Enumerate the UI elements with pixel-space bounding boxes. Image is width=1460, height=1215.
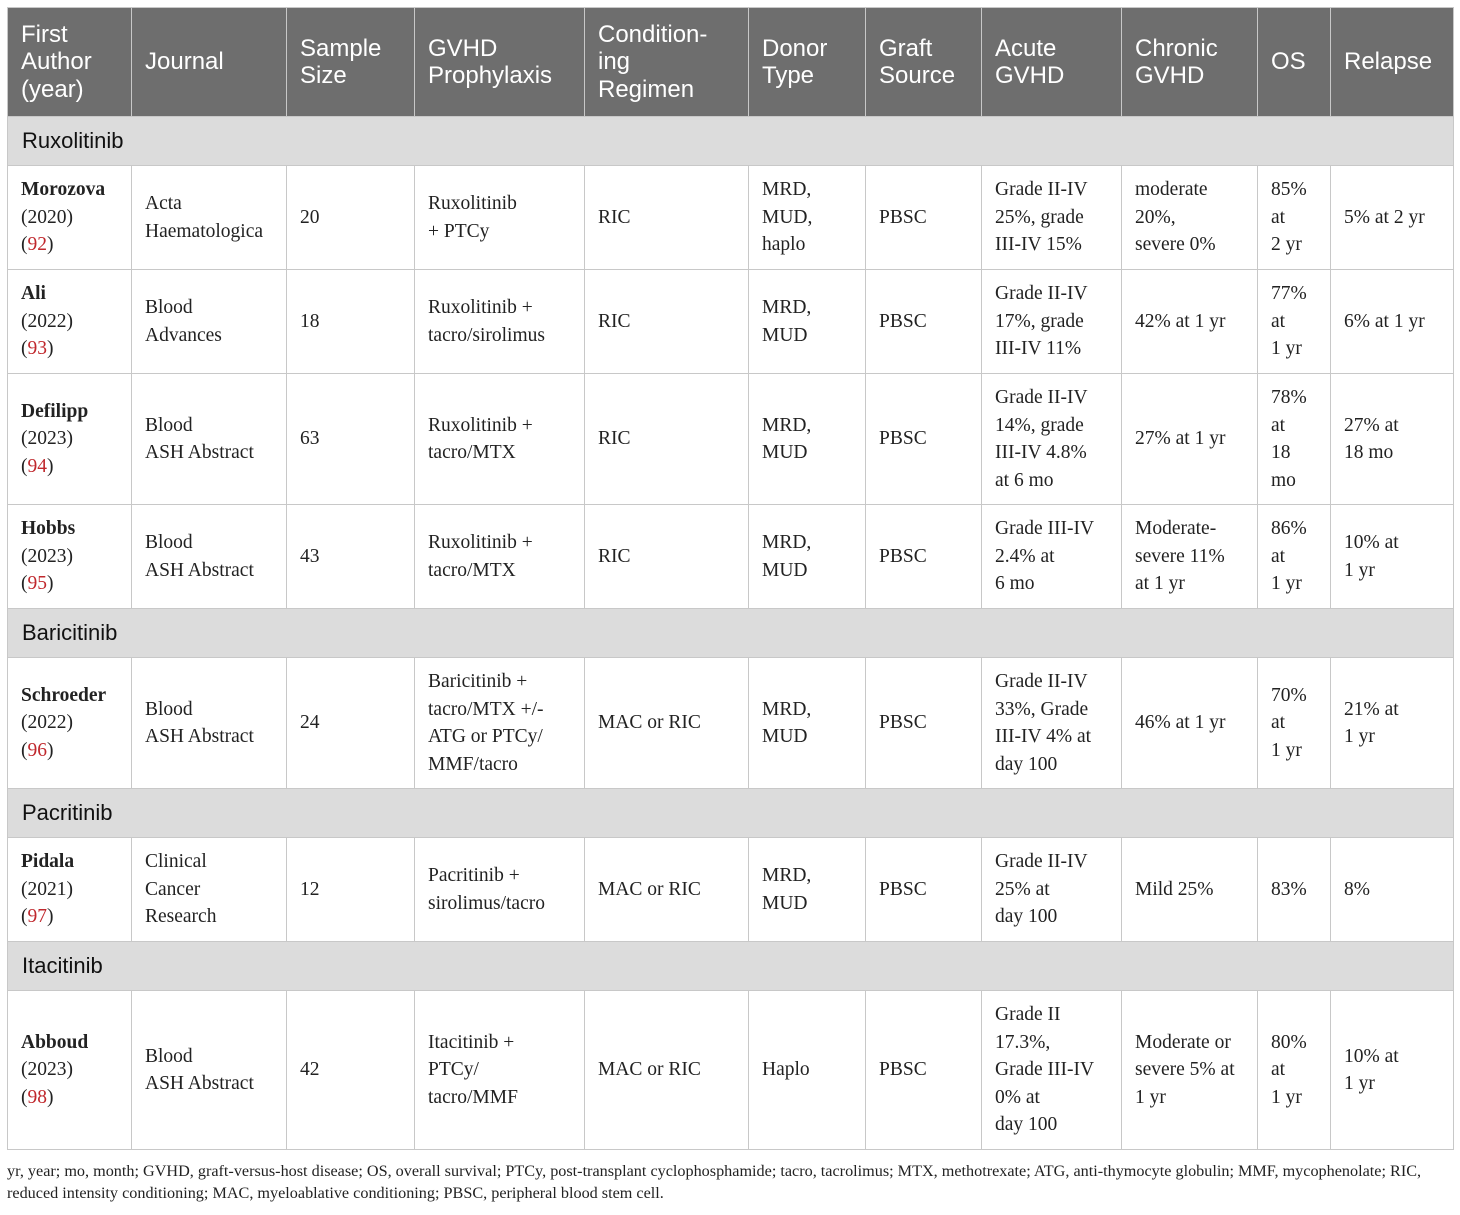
os-cell: 70% at 1 yr	[1258, 658, 1331, 789]
donor-type-cell: MRD, MUD	[749, 838, 866, 942]
relapse-cell: 10% at 1 yr	[1331, 991, 1454, 1150]
author-year: (2022)	[21, 712, 73, 734]
section-row-pacritinib	[8, 789, 1454, 838]
header-donor-type: Donor Type	[749, 8, 866, 117]
chronic-gvhd-cell: 42% at 1 yr	[1122, 270, 1258, 374]
conditioning-cell: RIC	[585, 374, 749, 505]
reference-link[interactable]: 97	[27, 906, 47, 928]
table-row	[8, 166, 1454, 270]
author-name: Hobbs	[21, 518, 76, 540]
chronic-gvhd-cell: Moderate or severe 5% at 1 yr	[1122, 991, 1258, 1150]
author-name: Defilipp	[21, 400, 89, 422]
relapse-cell: 27% at 18 mo	[1331, 374, 1454, 505]
jak-inhibitor-table	[7, 7, 1454, 1150]
journal-cell: Blood ASH Abstract	[132, 658, 287, 789]
table-row	[8, 270, 1454, 374]
relapse-cell: 5% at 2 yr	[1331, 166, 1454, 270]
chronic-gvhd-cell: 27% at 1 yr	[1122, 374, 1258, 505]
header-journal: Journal	[132, 8, 287, 117]
section-title: Itacitinib	[8, 942, 1454, 991]
conditioning-cell: MAC or RIC	[585, 991, 749, 1150]
author-cell: Morozova (2020) (92)	[8, 166, 132, 270]
acute-gvhd-cell: Grade II-IV 14%, grade III-IV 4.8% at 6 mo	[982, 374, 1122, 505]
journal-cell: Blood Advances	[132, 270, 287, 374]
header-conditioning-regimen: Condition- ing Regimen	[585, 8, 749, 117]
header-os: OS	[1258, 8, 1331, 117]
sample-size-cell: 24	[287, 658, 415, 789]
chronic-gvhd-cell: Moderate- severe 11% at 1 yr	[1122, 505, 1258, 609]
conditioning-cell: MAC or RIC	[585, 658, 749, 789]
os-cell: 77% at 1 yr	[1258, 270, 1331, 374]
donor-type-cell: MRD, MUD	[749, 658, 866, 789]
graft-source-cell: PBSC	[866, 505, 982, 609]
prophylaxis-cell: Itacitinib + PTCy/ tacro/MMF	[415, 991, 585, 1150]
author-year: (2023)	[21, 545, 73, 567]
prophylaxis-cell: Ruxolitinib + PTCy	[415, 166, 585, 270]
donor-type-cell: MRD, MUD, haplo	[749, 166, 866, 270]
sample-size-cell: 20	[287, 166, 415, 270]
sample-size-cell: 12	[287, 838, 415, 942]
header-gvhd-prophylaxis: GVHD Prophylaxis	[415, 8, 585, 117]
conditioning-cell: RIC	[585, 166, 749, 270]
reference-link[interactable]: 96	[27, 739, 47, 761]
table-row	[8, 374, 1454, 505]
conditioning-cell: MAC or RIC	[585, 838, 749, 942]
acute-gvhd-cell: Grade III-IV 2.4% at 6 mo	[982, 505, 1122, 609]
author-name: Pidala	[21, 851, 75, 873]
graft-source-cell: PBSC	[866, 658, 982, 789]
os-cell: 85% at 2 yr	[1258, 166, 1331, 270]
header-relapse: Relapse	[1331, 8, 1454, 117]
author-year: (2023)	[21, 1059, 73, 1081]
relapse-cell: 6% at 1 yr	[1331, 270, 1454, 374]
donor-type-cell: MRD, MUD	[749, 374, 866, 505]
author-year: (2021)	[21, 878, 73, 900]
author-year: (2022)	[21, 310, 73, 332]
header-graft-source: Graft Source	[866, 8, 982, 117]
reference-link[interactable]: 92	[27, 234, 47, 256]
table-row	[8, 658, 1454, 789]
prophylaxis-cell: Pacritinib + sirolimus/tacro	[415, 838, 585, 942]
prophylaxis-cell: Ruxolitinib + tacro/MTX	[415, 505, 585, 609]
table-row	[8, 838, 1454, 942]
journal-cell: Clinical Cancer Research	[132, 838, 287, 942]
journal-cell: Blood ASH Abstract	[132, 505, 287, 609]
table-row	[8, 505, 1454, 609]
relapse-cell: 10% at 1 yr	[1331, 505, 1454, 609]
donor-type-cell: Haplo	[749, 991, 866, 1150]
journal-cell: Blood ASH Abstract	[132, 374, 287, 505]
chronic-gvhd-cell: Mild 25%	[1122, 838, 1258, 942]
author-cell: Schroeder (2022) (96)	[8, 658, 132, 789]
header-sample-size: Sample Size	[287, 8, 415, 117]
conditioning-cell: RIC	[585, 270, 749, 374]
graft-source-cell: PBSC	[866, 166, 982, 270]
author-cell: Ali (2022) (93)	[8, 270, 132, 374]
os-cell: 83%	[1258, 838, 1331, 942]
acute-gvhd-cell: Grade II-IV 33%, Grade III-IV 4% at day 100	[982, 658, 1122, 789]
chronic-gvhd-cell: 46% at 1 yr	[1122, 658, 1258, 789]
graft-source-cell: PBSC	[866, 374, 982, 505]
author-cell: Abboud (2023) (98)	[8, 991, 132, 1150]
header-chronic-gvhd: Chronic GVHD	[1122, 8, 1258, 117]
acute-gvhd-cell: Grade II-IV 25%, grade III-IV 15%	[982, 166, 1122, 270]
header-first-author: First Author (year)	[8, 8, 132, 117]
journal-cell: Blood ASH Abstract	[132, 991, 287, 1150]
relapse-cell: 8%	[1331, 838, 1454, 942]
section-row-ruxolitinib	[8, 117, 1454, 166]
section-row-baricitinib	[8, 609, 1454, 658]
table-footnote: yr, year; mo, month; GVHD, graft-versus-host disease; OS, overall survival; PTCy, post-transplant cyclophosphamide; tacro, tacrolimus; MTX, methotrexate; ATG, anti-thymocyte globulin; MMF, mycophenolate; RIC, reduced intensity conditioning; MAC, myeloablative conditioning; PBSC, peripheral blood stem cell.	[7, 1162, 1422, 1202]
author-cell: Defilipp (2023) (94)	[8, 374, 132, 505]
prophylaxis-cell: Ruxolitinib + tacro/MTX	[415, 374, 585, 505]
sample-size-cell: 18	[287, 270, 415, 374]
graft-source-cell: PBSC	[866, 270, 982, 374]
prophylaxis-cell: Ruxolitinib + tacro/sirolimus	[415, 270, 585, 374]
author-name: Schroeder	[21, 684, 107, 706]
header-row	[8, 8, 1454, 117]
os-cell: 86% at 1 yr	[1258, 505, 1331, 609]
chronic-gvhd-cell: moderate 20%, severe 0%	[1122, 166, 1258, 270]
reference-link[interactable]: 98	[27, 1086, 47, 1108]
graft-source-cell: PBSC	[866, 838, 982, 942]
os-cell: 80% at 1 yr	[1258, 991, 1331, 1150]
conditioning-cell: RIC	[585, 505, 749, 609]
graft-source-cell: PBSC	[866, 991, 982, 1150]
reference-link[interactable]: 93	[27, 338, 47, 360]
author-name: Abboud	[21, 1031, 89, 1053]
acute-gvhd-cell: Grade II 17.3%, Grade III-IV 0% at day 100	[982, 991, 1122, 1150]
donor-type-cell: MRD, MUD	[749, 505, 866, 609]
prophylaxis-cell: Baricitinib + tacro/MTX +/- ATG or PTCy/ MMF/tacro	[415, 658, 585, 789]
author-name: Ali	[21, 283, 46, 305]
acute-gvhd-cell: Grade II-IV 25% at day 100	[982, 838, 1122, 942]
section-title: Baricitinib	[8, 609, 1454, 658]
author-year: (2023)	[21, 428, 73, 450]
author-cell: Hobbs (2023) (95)	[8, 505, 132, 609]
header-acute-gvhd: Acute GVHD	[982, 8, 1122, 117]
sample-size-cell: 43	[287, 505, 415, 609]
os-cell: 78% at 18 mo	[1258, 374, 1331, 505]
reference-link[interactable]: 95	[27, 573, 47, 595]
section-row-itacitinib	[8, 942, 1454, 991]
relapse-cell: 21% at 1 yr	[1331, 658, 1454, 789]
section-title: Pacritinib	[8, 789, 1454, 838]
donor-type-cell: MRD, MUD	[749, 270, 866, 374]
author-name: Morozova	[21, 179, 106, 201]
sample-size-cell: 42	[287, 991, 415, 1150]
table-row	[8, 991, 1454, 1150]
section-title: Ruxolitinib	[8, 117, 1454, 166]
author-year: (2020)	[21, 206, 73, 228]
reference-link[interactable]: 94	[27, 455, 47, 477]
acute-gvhd-cell: Grade II-IV 17%, grade III-IV 11%	[982, 270, 1122, 374]
journal-cell: Acta Haematologica	[132, 166, 287, 270]
sample-size-cell: 63	[287, 374, 415, 505]
author-cell: Pidala (2021) (97)	[8, 838, 132, 942]
